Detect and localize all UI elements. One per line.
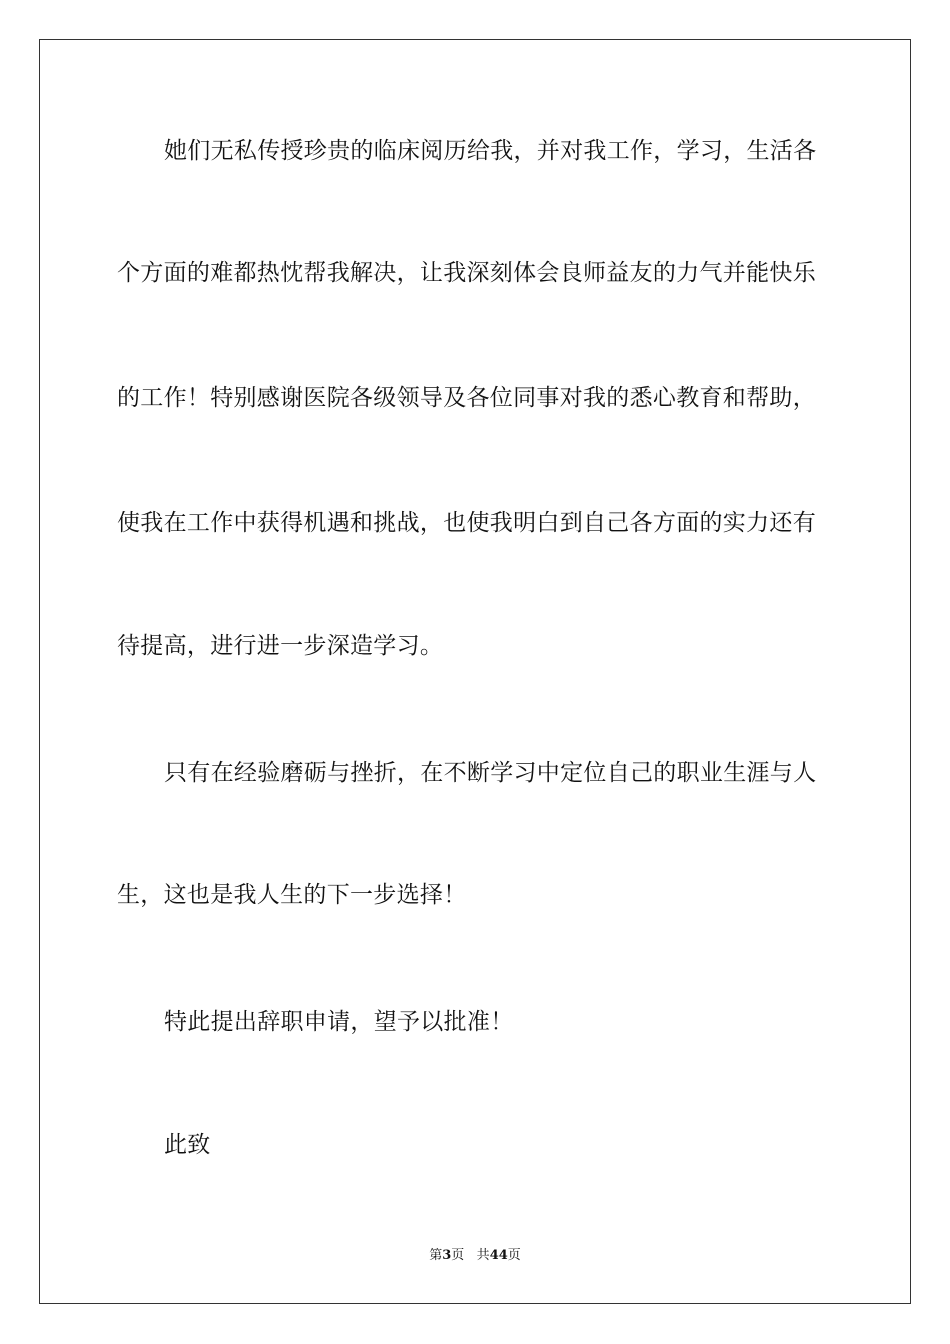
footer-page-current: 3 xyxy=(442,1248,452,1263)
paragraph-line: 使我在工作中获得机遇和挑战，也使我明白到自己各方面的实力还有 xyxy=(117,510,816,536)
paragraph-line: 她们无私传授珍贵的临床阅历给我，并对我工作，学习，生活各 xyxy=(164,138,817,164)
paragraph-line: 的工作！特别感谢医院各级领导及各位同事对我的悉心教育和帮助， xyxy=(117,385,816,411)
paragraph-line: 待提高，进行进一步深造学习。 xyxy=(117,633,444,659)
paragraph-line: 只有在经验磨砺与挫折，在不断学习中定位自己的职业生涯与人 xyxy=(164,760,817,786)
footer-total-suffix: 页 xyxy=(507,1248,521,1263)
footer-page-total: 44 xyxy=(489,1248,508,1263)
paragraph-line: 个方面的难都热忱帮我解决，让我深刻体会良师益友的力气并能快乐 xyxy=(117,260,816,286)
footer-page-suffix: 页 xyxy=(451,1248,465,1263)
closing-line: 此致 xyxy=(164,1132,211,1158)
page-border xyxy=(39,39,911,1304)
footer-page-prefix: 第 xyxy=(429,1248,443,1263)
page-footer xyxy=(0,1247,950,1265)
paragraph-line: 生，这也是我人生的下一步选择！ xyxy=(117,882,467,908)
footer-total-prefix: 共 xyxy=(476,1248,490,1263)
paragraph-line: 特此提出辞职申请，望予以批准！ xyxy=(164,1009,514,1035)
